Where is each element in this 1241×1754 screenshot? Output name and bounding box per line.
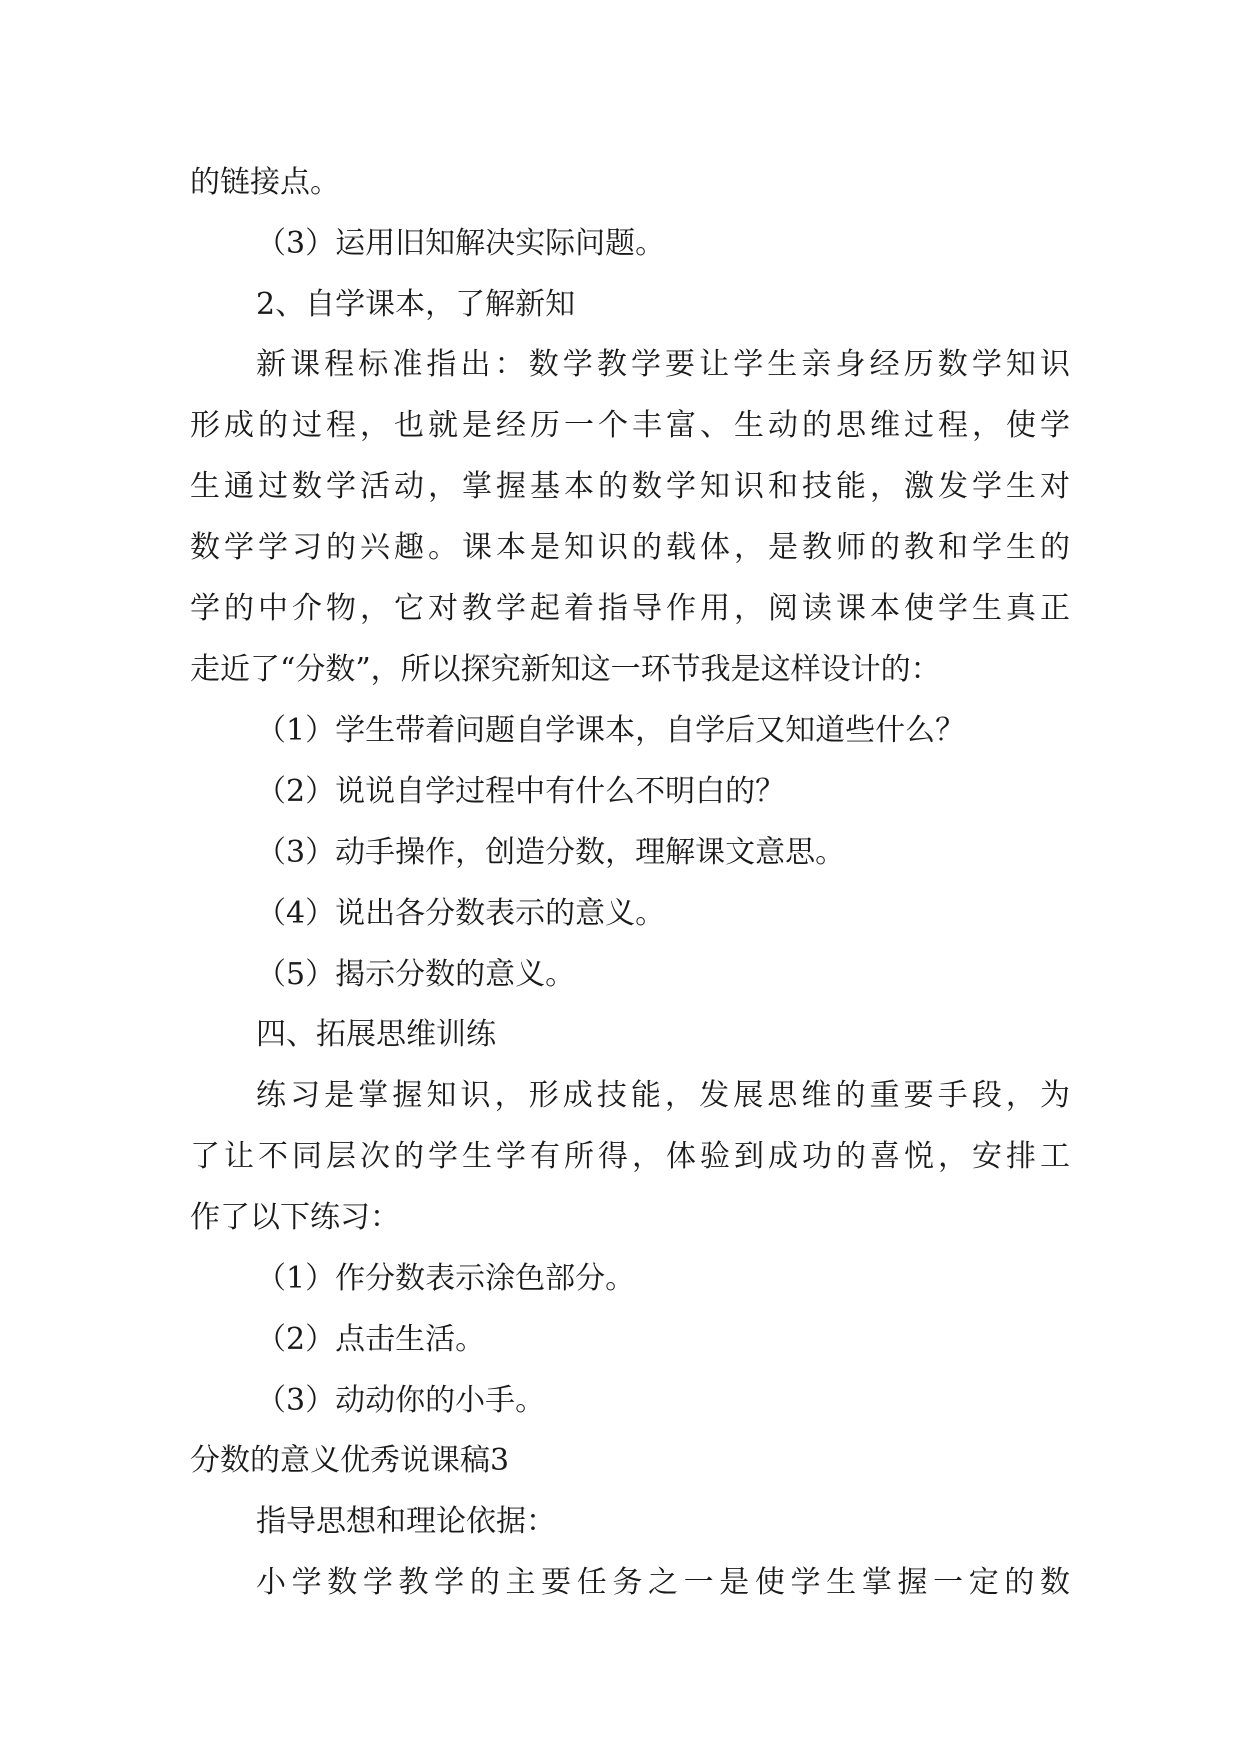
- text-line: （2）说说自学过程中有什么不明白的？: [256, 774, 786, 809]
- text-line: （1）学生带着问题自学课本，自学后又知道些什么？: [256, 713, 966, 748]
- text-line: 生通过数学活动，掌握基本的数学知识和技能，激发学生对: [190, 469, 1070, 504]
- text-line: 指导思想和理论依据：: [256, 1504, 556, 1539]
- text-line: 的链接点。: [190, 165, 340, 200]
- text-line: 四、拓展思维训练: [256, 1017, 496, 1052]
- text-line: 学的中介物，它对教学起着指导作用，阅读课本使学生真正: [190, 591, 1070, 626]
- text-line: 练习是掌握知识，形成技能，发展思维的重要手段，为: [256, 1078, 1070, 1113]
- text-line: 新课程标准指出：数学教学要让学生亲身经历数学知识: [256, 347, 1070, 382]
- text-line: 小学数学教学的主要任务之一是使学生掌握一定的数: [256, 1565, 1070, 1600]
- text-line: 数学学习的兴趣。课本是知识的载体，是教师的教和学生的: [190, 530, 1070, 565]
- text-line: 了让不同层次的学生学有所得，体验到成功的喜悦，安排工: [190, 1139, 1070, 1174]
- text-line: （2）点击生活。: [256, 1322, 486, 1357]
- text-line: （3）动手操作，创造分数，理解课文意思。: [256, 835, 846, 870]
- text-line: （3）动动你的小手。: [256, 1383, 546, 1418]
- text-line: （1）作分数表示涂色部分。: [256, 1261, 636, 1296]
- text-line: 形成的过程，也就是经历一个丰富、生动的思维过程，使学: [190, 408, 1070, 443]
- text-line: 走近了“分数”，所以探究新知这一环节我是这样设计的：: [190, 652, 941, 687]
- text-line: （5）揭示分数的意义。: [256, 957, 576, 992]
- text-line: （3）运用旧知解决实际问题。: [256, 226, 666, 261]
- text-line: （4）说出各分数表示的意义。: [256, 896, 666, 931]
- text-line: 作了以下练习：: [190, 1200, 400, 1235]
- section-heading: 分数的意义优秀说课稿3: [190, 1443, 510, 1478]
- text-line: 2、自学课本，了解新知: [256, 287, 576, 322]
